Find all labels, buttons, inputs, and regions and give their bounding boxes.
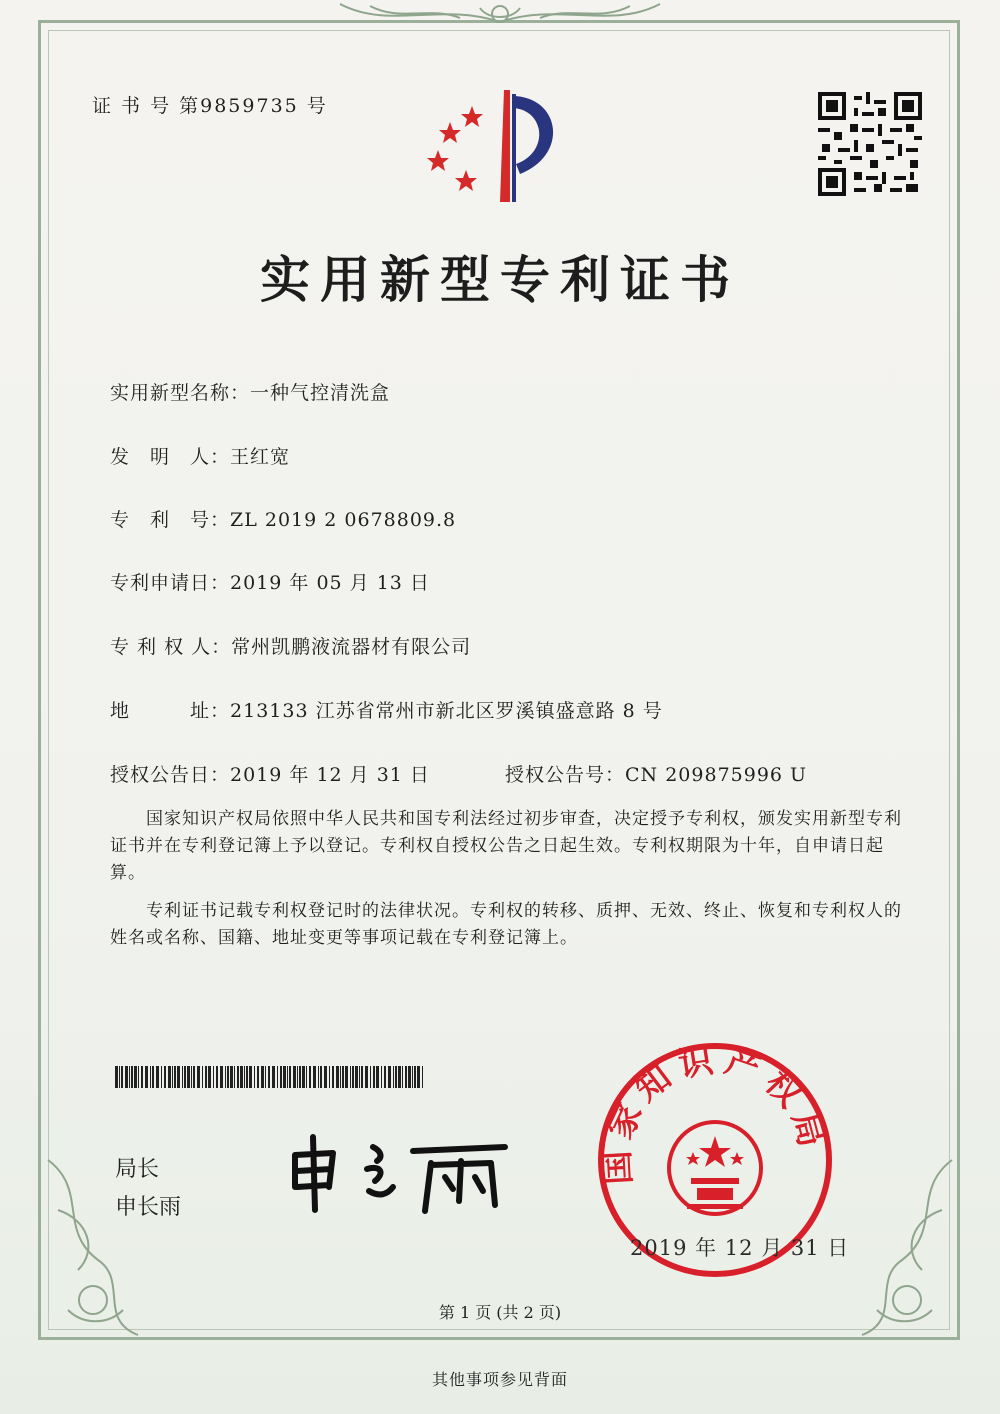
barcode-bar	[119, 1066, 120, 1088]
certificate-number-value: 9859735	[200, 95, 299, 117]
barcode-bar	[373, 1066, 375, 1088]
field-inventor	[110, 442, 290, 469]
barcode-bar	[277, 1066, 278, 1088]
barcode-bar	[168, 1066, 171, 1088]
field-value: 常州凯鹏液流器材有限公司	[231, 636, 472, 658]
barcode-bar	[193, 1066, 195, 1088]
barcode-bar	[342, 1066, 344, 1088]
field-label: 实用新型名称：	[110, 382, 251, 404]
barcode-bar	[393, 1066, 394, 1088]
barcode-bar	[261, 1066, 264, 1088]
barcode-bar	[220, 1066, 223, 1088]
barcode-bar	[125, 1066, 128, 1088]
field-value: 王红宽	[230, 446, 291, 468]
barcode-bar	[254, 1066, 255, 1088]
barcode-bar	[138, 1066, 139, 1088]
barcode-bar	[280, 1066, 282, 1088]
field-value: 2019 年 05 月 13 日	[230, 572, 430, 594]
barcode-bar	[370, 1066, 371, 1088]
barcode-bar	[134, 1066, 137, 1088]
barcode-bar	[287, 1066, 288, 1088]
barcode-bar	[320, 1066, 322, 1088]
barcode-bar	[324, 1066, 327, 1088]
barcode-bar	[352, 1066, 354, 1088]
barcode-bar	[350, 1066, 351, 1088]
barcode-bar	[202, 1066, 203, 1088]
barcode-bar	[329, 1066, 330, 1088]
field-address	[110, 696, 663, 723]
barcode-bar	[398, 1066, 401, 1088]
barcode-bar	[283, 1066, 286, 1088]
barcode-bar	[381, 1066, 382, 1088]
barcode-bar	[237, 1066, 239, 1088]
barcode-bar	[177, 1066, 180, 1088]
barcode-bar	[216, 1066, 218, 1088]
field-label: 授权公告号：	[505, 764, 626, 786]
barcode-bar	[318, 1066, 319, 1088]
barcode	[115, 1066, 425, 1088]
barcode-bar	[150, 1066, 151, 1088]
director-name: 申长雨	[115, 1195, 182, 1220]
barcode-bar	[268, 1066, 270, 1088]
barcode-bar	[361, 1066, 363, 1088]
barcode-bar	[191, 1066, 192, 1088]
field-label: 专利申请日：	[110, 572, 231, 594]
barcode-bar	[272, 1066, 275, 1088]
barcode-bar	[205, 1066, 207, 1088]
barcode-bar	[156, 1066, 159, 1088]
barcode-bar	[208, 1066, 211, 1088]
certificate-number-suffix: 号	[306, 95, 328, 117]
barcode-bar	[293, 1066, 296, 1088]
qr-code	[818, 92, 922, 196]
field-label: 专 利 号：	[110, 509, 231, 531]
certificate-number-label: 证 书 号 第	[92, 95, 201, 117]
barcode-bar	[414, 1066, 416, 1088]
barcode-bar	[234, 1066, 235, 1088]
barcode-bar	[309, 1066, 311, 1088]
barcode-bar	[265, 1066, 266, 1088]
field-value: 213133 江苏省常州市新北区罗溪镇盛意路 8 号	[230, 700, 663, 722]
barcode-bar	[152, 1066, 154, 1088]
barcode-bar	[299, 1066, 301, 1088]
field-label: 授权公告日：	[110, 764, 231, 786]
page-number: 第 1 页 (共 2 页)	[438, 1303, 562, 1322]
field-value: CN 209875996 U	[625, 764, 808, 786]
field-value: 2019 年 12 月 31 日	[230, 764, 430, 786]
barcode-bar	[336, 1066, 339, 1088]
barcode-bar	[340, 1066, 341, 1088]
certificate-title: 实用新型专利证书	[260, 250, 740, 309]
field-patentee	[110, 632, 471, 659]
seal-date: 2019 年 12 月 31 日	[630, 1236, 850, 1260]
notice-paragraph-2: 专利证书记载专利权登记时的法律状况。专利权的转移、质押、无效、终止、恢复和专利权人的姓名或名称、国籍、地址变更等事项记载在专利登记簿上。	[110, 901, 902, 948]
barcode-bar	[365, 1066, 368, 1088]
barcode-bar	[402, 1066, 403, 1088]
barcode-bar	[131, 1066, 133, 1088]
field-patent-number	[110, 505, 456, 532]
field-value: 一种气控清洗盒	[250, 382, 391, 404]
field-announcement-date	[110, 760, 430, 787]
director-signature	[285, 1125, 515, 1215]
barcode-bar	[227, 1066, 229, 1088]
field-label: 地 址：	[110, 700, 231, 722]
barcode-bar	[174, 1066, 176, 1088]
barcode-bar	[332, 1066, 334, 1088]
barcode-bar	[405, 1066, 407, 1088]
field-label: 发 明 人：	[110, 446, 231, 468]
barcode-bar	[230, 1066, 233, 1088]
barcode-bar	[359, 1066, 360, 1088]
barcode-bar	[257, 1066, 259, 1088]
certificate-number	[92, 91, 328, 118]
barcode-bar	[345, 1066, 348, 1088]
barcode-bar	[249, 1066, 252, 1088]
barcode-bar	[197, 1066, 200, 1088]
barcode-bar	[129, 1066, 130, 1088]
svg-text:国家知识产权局: 国家知识产权局	[597, 1040, 834, 1186]
barcode-bar	[164, 1066, 166, 1088]
barcode-bar	[145, 1066, 148, 1088]
barcode-bar	[388, 1066, 391, 1088]
barcode-bar	[172, 1066, 173, 1088]
field-label: 专 利 权 人：	[110, 636, 232, 658]
field-application-date	[110, 568, 430, 595]
barcode-bar	[161, 1066, 162, 1088]
field-value: ZL 2019 2 0678809.8	[230, 509, 457, 531]
barcode-bar	[246, 1066, 248, 1088]
director-title: 局长	[115, 1157, 160, 1182]
barcode-bar	[182, 1066, 183, 1088]
barcode-bar	[417, 1066, 420, 1088]
top-ornament	[330, 0, 670, 34]
barcode-bar	[213, 1066, 214, 1088]
barcode-bar	[225, 1066, 226, 1088]
field-announcement-number	[505, 760, 807, 787]
barcode-bar	[395, 1066, 397, 1088]
barcode-bar	[408, 1066, 411, 1088]
barcode-bar	[355, 1066, 358, 1088]
barcode-bar	[306, 1066, 307, 1088]
barcode-bar	[240, 1066, 243, 1088]
barcode-bar	[313, 1066, 316, 1088]
cnipa-emblem	[420, 84, 590, 214]
field-utility-model-name	[110, 378, 390, 405]
barcode-bar	[302, 1066, 305, 1088]
barcode-bar	[187, 1066, 190, 1088]
barcode-bar	[297, 1066, 298, 1088]
notice-paragraph-1: 国家知识产权局依照中华人民共和国专利法经过初步审查，决定授予专利权，颁发实用新型专利证书并在专利登记簿上予以登记。专利权自授权公告之日起生效。专利权期限为十年，自申请日起算。	[110, 809, 902, 883]
footer-note: 其他事项参见背面	[431, 1370, 568, 1389]
barcode-bar	[384, 1066, 386, 1088]
barcode-bar	[115, 1066, 118, 1088]
barcode-bar	[121, 1066, 123, 1088]
barcode-bar	[412, 1066, 413, 1088]
barcode-bar	[376, 1066, 379, 1088]
barcode-bar	[244, 1066, 245, 1088]
barcode-bar	[289, 1066, 291, 1088]
barcode-bar	[184, 1066, 186, 1088]
barcode-bar	[141, 1066, 143, 1088]
barcode-bar	[422, 1066, 423, 1088]
